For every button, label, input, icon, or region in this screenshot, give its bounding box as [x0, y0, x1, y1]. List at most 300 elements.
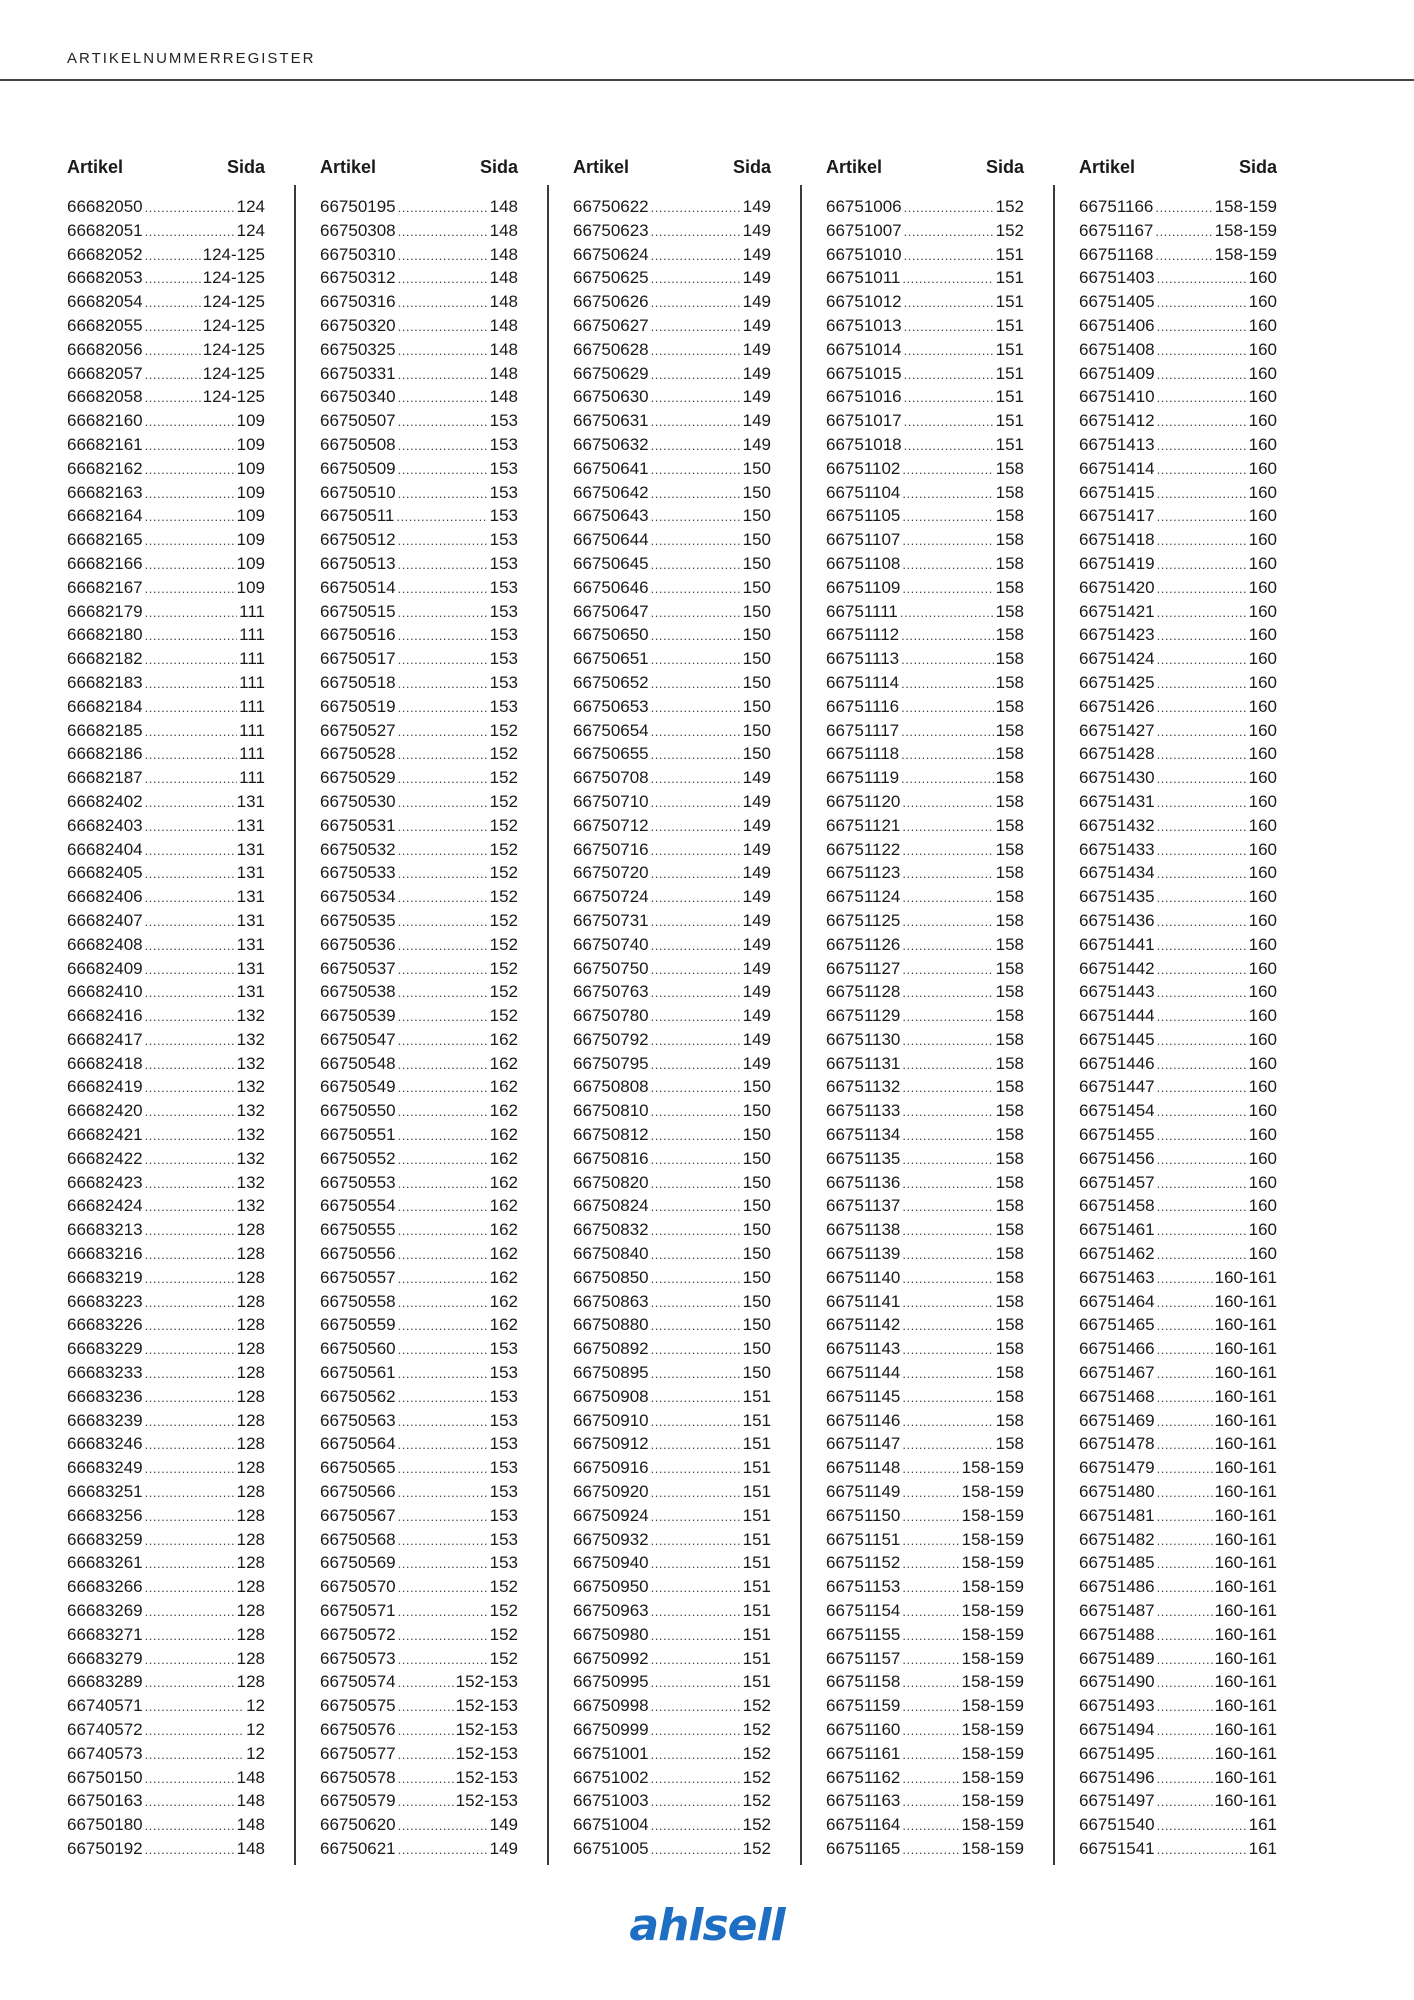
register-row [67, 1028, 265, 1052]
dot-leader [1157, 339, 1247, 363]
dot-leader [651, 815, 741, 839]
page-number: 109 [236, 577, 265, 597]
page-number: 158-159 [961, 1743, 1024, 1763]
dot-leader [1157, 1767, 1213, 1791]
dot-leader [651, 291, 741, 315]
register-row [320, 1147, 518, 1171]
dot-leader [145, 624, 238, 648]
page-number: 158-159 [961, 1720, 1024, 1739]
article-number: 66751151 [826, 1529, 901, 1549]
dot-leader [651, 196, 741, 220]
dot-leader [398, 1695, 454, 1719]
article-number: 66750652 [573, 672, 649, 692]
article-number: 66751162 [826, 1767, 901, 1787]
dot-leader [1157, 529, 1247, 553]
page-number: 128 [236, 1386, 265, 1406]
register-row [573, 528, 771, 552]
page-number: 150 [742, 720, 771, 740]
article-number: 66751133 [826, 1101, 901, 1121]
page-number: 128 [236, 1624, 265, 1644]
dot-leader [1157, 696, 1247, 720]
register-row [826, 1004, 1024, 1028]
article-number: 66750340 [320, 387, 396, 407]
page-number: 148 [489, 268, 518, 288]
dot-leader [398, 862, 488, 886]
dot-leader [651, 1053, 741, 1077]
article-number: 66750513 [320, 553, 396, 573]
dot-leader [145, 1624, 235, 1648]
register-row [320, 719, 518, 743]
dot-leader [145, 363, 201, 387]
page-number: 128 [236, 1434, 265, 1454]
register-row [573, 290, 771, 314]
dot-leader [902, 1552, 959, 1576]
page-number: 160 [1248, 1029, 1277, 1049]
article-number: 66751431 [1079, 791, 1155, 811]
dot-leader [1157, 1624, 1213, 1648]
register-row [1079, 1456, 1277, 1480]
article-number: 66751455 [1079, 1125, 1155, 1145]
register-row [1079, 314, 1277, 338]
article-number: 66751157 [826, 1648, 901, 1668]
page-number: 128 [236, 1291, 265, 1311]
register-row [826, 1385, 1024, 1409]
page-number: 150 [742, 1172, 771, 1192]
dot-leader [1157, 1219, 1247, 1243]
page-number: 150 [742, 1220, 771, 1240]
page-number: 150 [742, 601, 771, 621]
article-number: 66750710 [573, 791, 649, 811]
dot-leader [651, 1314, 741, 1338]
dot-leader [398, 1291, 488, 1315]
register-row [1079, 861, 1277, 885]
register-column-1 [67, 155, 265, 1861]
dot-leader [1157, 1053, 1247, 1077]
page-number: 160 [1248, 815, 1277, 835]
register-row [826, 576, 1024, 600]
dot-leader [1157, 458, 1247, 482]
article-number: 66751458 [1079, 1196, 1155, 1216]
article-number: 66751486 [1079, 1577, 1155, 1597]
page-number: 124-125 [202, 363, 265, 383]
register-row [67, 1194, 265, 1218]
dot-leader [398, 1243, 488, 1267]
article-number: 66750516 [320, 625, 396, 645]
page-number: 158-159 [961, 1529, 1024, 1549]
page-number: 158-159 [961, 1601, 1024, 1621]
article-number: 66682406 [67, 887, 143, 907]
register-row [67, 1813, 265, 1837]
register-row [1079, 1647, 1277, 1671]
dot-leader [145, 505, 235, 529]
register-row [67, 266, 265, 290]
article-number: 66750563 [320, 1410, 396, 1430]
page-number: 160-161 [1214, 1363, 1277, 1383]
dot-leader [145, 981, 235, 1005]
register-row [1079, 1599, 1277, 1623]
article-number: 66683226 [67, 1315, 143, 1335]
dot-leader [145, 1814, 235, 1838]
register-row [1079, 266, 1277, 290]
page-number: 152 [742, 1838, 771, 1858]
page-number: 160 [1248, 506, 1277, 526]
article-number: 66683279 [67, 1648, 143, 1668]
page-number: 158 [995, 1172, 1024, 1192]
article-number: 66750537 [320, 958, 396, 978]
article-number: 66750532 [320, 839, 396, 859]
page-number: 151 [742, 1577, 771, 1597]
register-row [67, 861, 265, 885]
dot-leader [398, 553, 488, 577]
dot-leader [145, 1529, 235, 1553]
article-number: 66682052 [67, 244, 143, 264]
dot-leader [902, 1624, 959, 1648]
article-number: 66751412 [1079, 411, 1155, 431]
dot-leader [902, 1767, 959, 1791]
dot-leader [145, 934, 235, 958]
register-row [826, 1361, 1024, 1385]
article-number: 66750645 [573, 553, 649, 573]
article-number: 66750880 [573, 1315, 649, 1335]
page-number: 158-159 [961, 1648, 1024, 1668]
register-row [67, 1528, 265, 1552]
dot-leader [902, 886, 993, 910]
page-number: 132 [236, 1125, 265, 1145]
article-number: 66750651 [573, 649, 649, 669]
dot-leader [1157, 934, 1247, 958]
article-register [0, 155, 1414, 1865]
article-number: 66750539 [320, 1006, 396, 1026]
article-number: 66750564 [320, 1434, 396, 1454]
dot-leader [398, 624, 488, 648]
article-number: 66750514 [320, 577, 396, 597]
page-number: 160 [1248, 1101, 1277, 1121]
article-number: 66750558 [320, 1291, 396, 1311]
page-number: 160 [1248, 672, 1277, 692]
page-number: 158 [995, 506, 1024, 526]
dot-leader [1157, 886, 1247, 910]
dot-leader [145, 1552, 235, 1576]
dot-leader [398, 1790, 454, 1814]
dot-leader [145, 1076, 235, 1100]
dot-leader [904, 291, 994, 315]
page-number: 148 [489, 363, 518, 383]
dot-leader [398, 1148, 488, 1172]
article-number: 66751426 [1079, 696, 1155, 716]
page-number: 158 [995, 1101, 1024, 1121]
register-row [826, 861, 1024, 885]
dot-leader [145, 1671, 235, 1695]
page-number: 160-161 [1214, 1743, 1277, 1763]
register-row [320, 1694, 518, 1718]
dot-leader [145, 1790, 235, 1814]
register-row [573, 1718, 771, 1742]
page-number: 162 [489, 1125, 518, 1145]
page-number: 152 [742, 1791, 771, 1811]
dot-leader [398, 1100, 488, 1124]
dot-leader [145, 1410, 235, 1434]
dot-leader [902, 1124, 993, 1148]
register-row [1079, 1575, 1277, 1599]
register-row [573, 1409, 771, 1433]
ahlsell-logo: ahlsell [629, 1900, 785, 1951]
dot-leader [1157, 434, 1247, 458]
register-row [1079, 1813, 1277, 1837]
register-row [1079, 1670, 1277, 1694]
article-number: 66751001 [573, 1743, 649, 1763]
dot-leader [1157, 1195, 1247, 1219]
page-number: 162 [489, 1148, 518, 1168]
dot-leader [1157, 1433, 1213, 1457]
register-row [67, 1432, 265, 1456]
dot-leader [902, 1291, 993, 1315]
article-number: 66751129 [826, 1006, 901, 1026]
page-number: 160 [1248, 387, 1277, 407]
register-row [1079, 1385, 1277, 1409]
dot-leader [1157, 1743, 1213, 1767]
register-row [826, 385, 1024, 409]
article-number: 66751469 [1079, 1410, 1155, 1430]
register-row [320, 1337, 518, 1361]
page-number: 151 [995, 339, 1024, 359]
dot-leader [651, 910, 741, 934]
article-number: 66751111 [826, 601, 898, 621]
register-row [1079, 1052, 1277, 1076]
page-number: 150 [742, 744, 771, 764]
register-row [573, 1480, 771, 1504]
dot-leader [145, 1243, 235, 1267]
article-number: 66751428 [1079, 744, 1155, 764]
article-number: 66750180 [67, 1815, 143, 1835]
page-number: 152 [489, 744, 518, 764]
article-number: 66682418 [67, 1053, 143, 1073]
article-number: 66751145 [826, 1386, 901, 1406]
page-number: 153 [489, 1386, 518, 1406]
article-number: 66751119 [826, 768, 900, 788]
dot-leader [902, 577, 993, 601]
article-number: 66751161 [826, 1743, 901, 1763]
article-number: 66750547 [320, 1029, 396, 1049]
register-row [67, 1718, 265, 1742]
register-row [826, 1218, 1024, 1242]
page-number: 150 [742, 553, 771, 573]
dot-leader [901, 672, 994, 696]
page-number: 131 [236, 791, 265, 811]
register-row [573, 623, 771, 647]
page-number: 150 [742, 672, 771, 692]
article-number: 66682422 [67, 1148, 143, 1168]
page-number: 128 [236, 1482, 265, 1502]
article-number: 66750916 [573, 1458, 649, 1478]
page-number: 152 [489, 1648, 518, 1668]
register-row [67, 814, 265, 838]
page-number: 153 [489, 1529, 518, 1549]
page-number: 153 [489, 1410, 518, 1430]
register-row [320, 1647, 518, 1671]
page-number: 131 [236, 910, 265, 930]
article-number: 66750552 [320, 1148, 396, 1168]
dot-leader [145, 482, 235, 506]
register-row [67, 1766, 265, 1790]
dot-leader [902, 458, 993, 482]
register-row [826, 1742, 1024, 1766]
page-number: 160-161 [1214, 1386, 1277, 1406]
article-number: 66751466 [1079, 1339, 1155, 1359]
dot-leader [145, 720, 238, 744]
page-number: 152 [489, 815, 518, 835]
page-number: 149 [742, 791, 771, 811]
dot-leader [398, 267, 488, 291]
page-number: 160 [1248, 744, 1277, 764]
article-number: 66751135 [826, 1148, 901, 1168]
register-row [573, 1147, 771, 1171]
register-row [826, 742, 1024, 766]
dot-leader [1157, 1838, 1247, 1862]
page-number: 128 [236, 1672, 265, 1692]
register-row [320, 552, 518, 576]
page-number: 160-161 [1214, 1267, 1277, 1287]
dot-leader [902, 1576, 959, 1600]
register-row [826, 552, 1024, 576]
page-number: 151 [742, 1553, 771, 1573]
register-row [573, 1123, 771, 1147]
dot-leader [1157, 1552, 1213, 1576]
page-number: 132 [236, 1196, 265, 1216]
article-number: 66750316 [320, 292, 396, 312]
article-number: 66751118 [826, 744, 900, 764]
register-row [573, 1766, 771, 1790]
page-number: 158 [995, 1196, 1024, 1216]
dot-leader [1157, 791, 1247, 815]
page-number: 149 [742, 768, 771, 788]
page-number: 158 [995, 982, 1024, 1002]
register-row [826, 1599, 1024, 1623]
page-number: 149 [742, 910, 771, 930]
dot-leader [651, 862, 741, 886]
dot-leader [902, 1005, 993, 1029]
register-row [67, 1551, 265, 1575]
page-number: 158-159 [1214, 244, 1277, 264]
article-number: 66750655 [573, 744, 649, 764]
article-number: 66751430 [1079, 768, 1155, 788]
page-number: 153 [489, 1553, 518, 1573]
page-number: 158 [995, 601, 1024, 621]
register-row [67, 1647, 265, 1671]
register-row [320, 933, 518, 957]
register-row [320, 980, 518, 1004]
page-number: 111 [239, 768, 265, 788]
register-row [826, 195, 1024, 219]
article-number: 66682051 [67, 220, 143, 240]
page-number: 151 [995, 315, 1024, 335]
column-header [67, 155, 265, 179]
article-number: 66751163 [826, 1791, 901, 1811]
register-row [826, 719, 1024, 743]
article-number: 66751494 [1079, 1720, 1155, 1739]
page-number: 149 [742, 1053, 771, 1073]
dot-leader [145, 886, 235, 910]
dot-leader [398, 1505, 488, 1529]
article-number: 66750780 [573, 1006, 649, 1026]
page-number: 152 [489, 1006, 518, 1026]
article-number: 66751420 [1079, 577, 1155, 597]
register-row [320, 1575, 518, 1599]
register-row [320, 1361, 518, 1385]
page-number: 132 [236, 1172, 265, 1192]
article-number: 66682166 [67, 553, 143, 573]
dot-leader [651, 220, 741, 244]
page-number: 151 [742, 1672, 771, 1692]
page-number: 151 [742, 1505, 771, 1525]
register-row [67, 481, 265, 505]
article-number: 66751435 [1079, 887, 1155, 907]
register-row [320, 1218, 518, 1242]
page-number: 150 [742, 1315, 771, 1335]
article-number: 66751152 [826, 1553, 901, 1573]
article-number: 66682405 [67, 863, 143, 883]
dot-leader [398, 577, 488, 601]
article-number: 66683271 [67, 1624, 143, 1644]
register-row [67, 647, 265, 671]
page-number: 150 [742, 530, 771, 550]
article-number: 66751153 [826, 1577, 901, 1597]
article-number: 66751485 [1079, 1553, 1155, 1573]
page-number: 124-125 [202, 315, 265, 335]
page-number: 131 [236, 934, 265, 954]
article-number: 66750912 [573, 1434, 649, 1454]
article-number: 66682423 [67, 1172, 143, 1192]
article-number: 66750892 [573, 1339, 649, 1359]
dot-leader [902, 1148, 993, 1172]
article-number: 66750763 [573, 982, 649, 1002]
register-row [826, 1504, 1024, 1528]
article-number: 66750731 [573, 910, 649, 930]
page-number: 160-161 [1214, 1458, 1277, 1478]
dot-leader [902, 1076, 993, 1100]
page-number: 111 [239, 672, 265, 692]
page-number: 160-161 [1214, 1577, 1277, 1597]
article-number: 66751005 [573, 1838, 649, 1858]
page-number: 158 [995, 1077, 1024, 1097]
dot-leader [1157, 720, 1247, 744]
dot-leader [651, 577, 741, 601]
register-row [1079, 909, 1277, 933]
dot-leader [904, 339, 994, 363]
dot-leader [1157, 624, 1247, 648]
page-number: 160-161 [1214, 1553, 1277, 1573]
page-number: 152 [489, 720, 518, 740]
dot-leader [145, 1053, 235, 1077]
article-number: 66751004 [573, 1815, 649, 1835]
register-row [573, 362, 771, 386]
article-number: 66750555 [320, 1220, 396, 1240]
dot-leader [145, 1291, 235, 1315]
dot-leader [1157, 958, 1247, 982]
article-number: 66751108 [826, 553, 901, 573]
article-number: 66751002 [573, 1767, 649, 1787]
register-row [67, 1480, 265, 1504]
article-number: 66682165 [67, 530, 143, 550]
register-row [67, 1837, 265, 1861]
register-row [573, 1337, 771, 1361]
article-number: 66683233 [67, 1363, 143, 1383]
dot-leader [651, 529, 741, 553]
register-row [1079, 838, 1277, 862]
article-number: 66683259 [67, 1529, 143, 1549]
article-number: 66750511 [320, 506, 395, 526]
article-number: 66751150 [826, 1505, 901, 1525]
dot-leader [398, 910, 488, 934]
